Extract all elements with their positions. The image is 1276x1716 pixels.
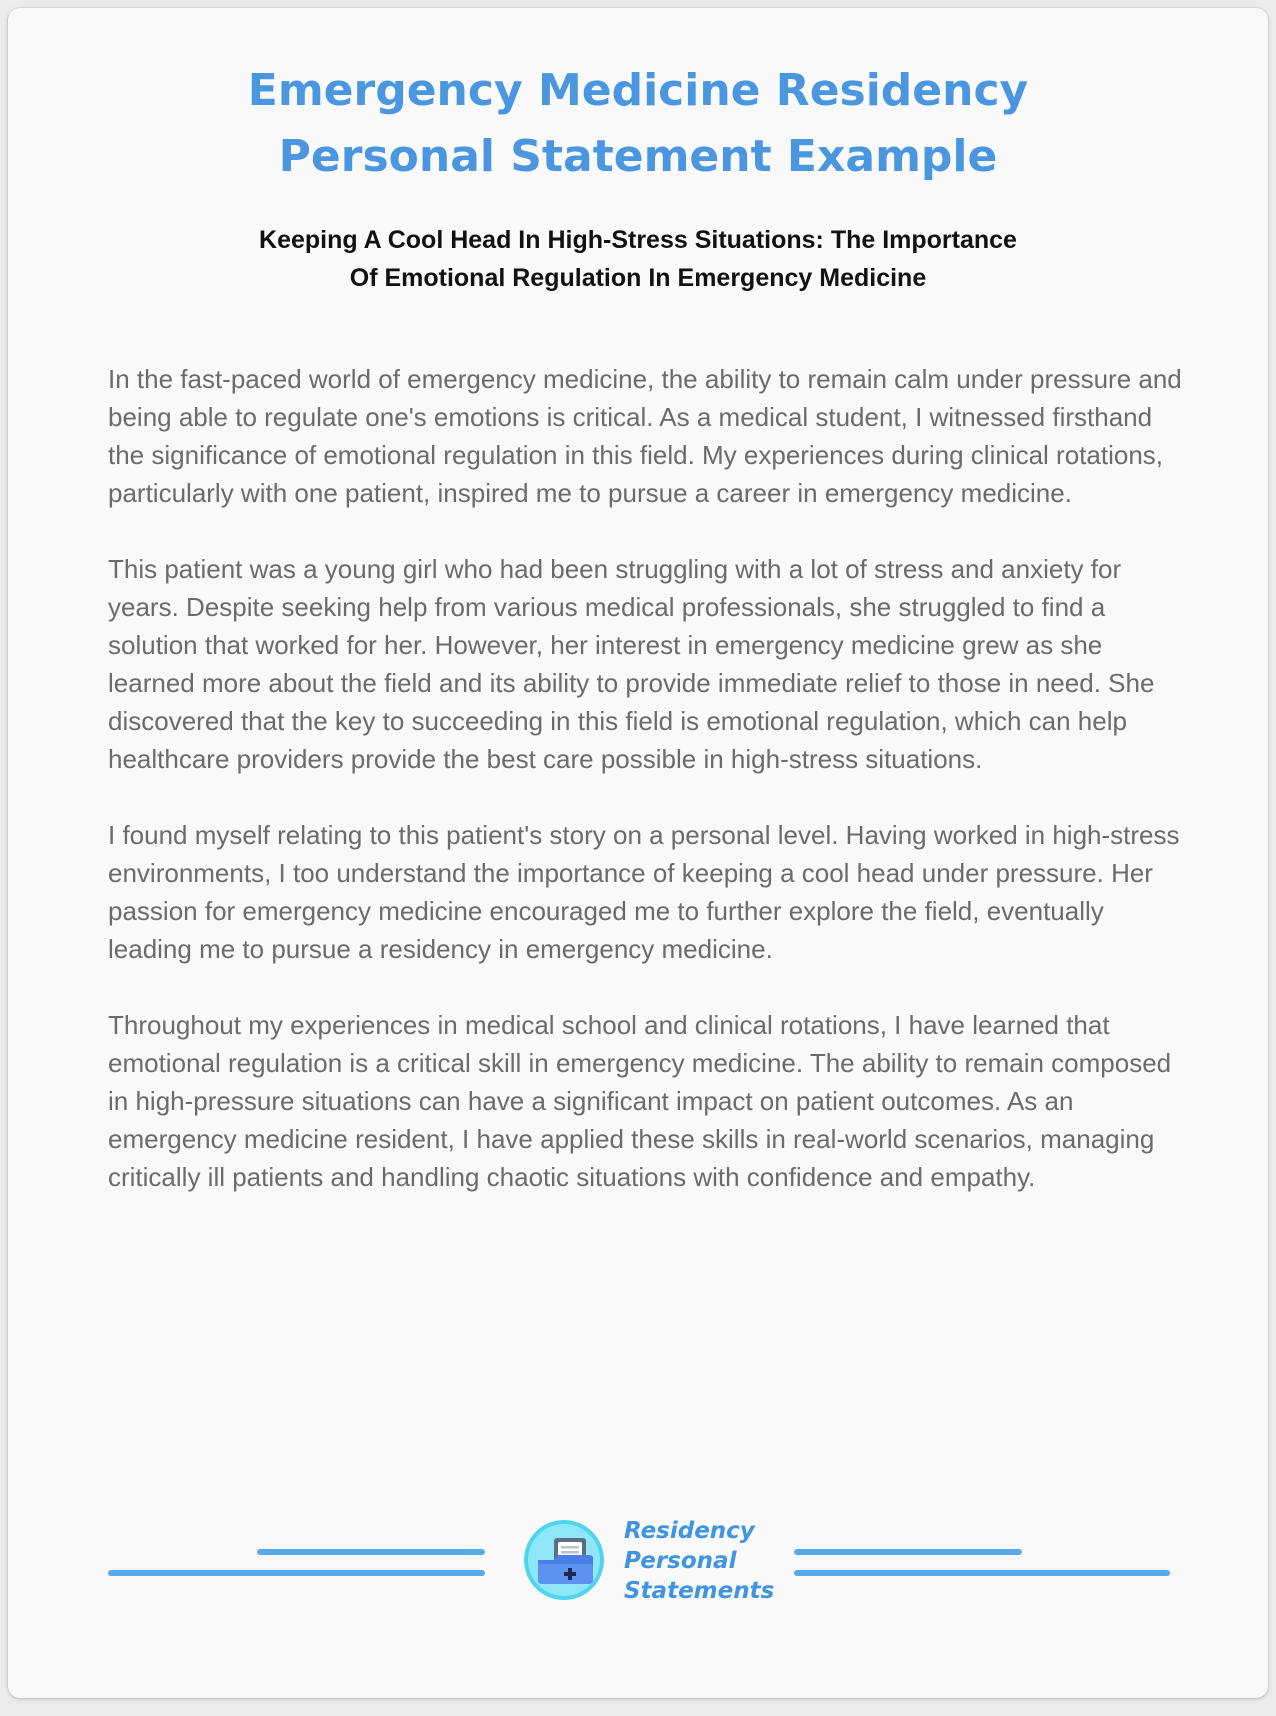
brand-line-3: Statements <box>624 1578 775 1604</box>
brand-logo-text <box>624 1516 774 1606</box>
page-subtitle <box>0 221 1276 297</box>
page-title <box>0 58 1276 190</box>
subtitle-line-1: Keeping A Cool Head In High-Stress Situations: The Importance <box>259 226 1017 254</box>
brand-line-2: Personal <box>624 1548 737 1574</box>
paragraph-3: I found myself relating to this patient's story on a personal level. Having worked in high-stress environments, I too understand the importance of keeping a cool head under pressure. Her passion for emergency medicine encouraged me to further explore the field, eventually leading me to pursue a residency in emergency medicine. <box>108 820 1180 964</box>
footer-line-right-short <box>794 1549 1022 1555</box>
title-line-2: Personal Statement Example <box>278 131 998 182</box>
brand-line-1: Residency <box>624 1518 755 1544</box>
footer-line-left-long <box>108 1570 485 1576</box>
medical-folder-icon <box>524 1520 604 1600</box>
subtitle-line-2: Of Emotional Regulation In Emergency Medicine <box>349 264 927 292</box>
footer-line-left-short <box>257 1549 485 1555</box>
paragraph-4: Throughout my experiences in medical school and clinical rotations, I have learned that emotional regulation is a critical skill in emergency medicine. The ability to remain composed in high-pressure situations can have a significant impact on patient outcomes. As an emergency medicine resident, I have applied these skills in real-world scenarios, managing critically ill patients and handling chaotic situations with confidence and empathy. <box>108 1010 1172 1192</box>
statement-body <box>108 360 1188 1234</box>
paragraph-2: This patient was a young girl who had been struggling with a lot of stress and anxiety for years. Despite seeking help from various medical professionals, she struggled to find a solution that worked for her. However, her interest in emergency medicine grew as she learned more about the field and its ability to provide immediate relief to those in need. She discovered that the key to succeeding in this field is emotional regulation, which can help healthcare providers provide the best care possible in high-stress situations. <box>108 554 1155 774</box>
footer-line-right-long <box>794 1570 1170 1576</box>
paragraph-1: In the fast-paced world of emergency medicine, the ability to remain calm under pressure and being able to regulate one's emotions is critical. As a medical student, I witnessed firsthand the significance of emotional regulation in this field. My experiences during clinical rotations, particularly with one patient, inspired me to pursue a career in emergency medicine. <box>108 364 1182 508</box>
title-line-1: Emergency Medicine Residency <box>247 65 1029 116</box>
